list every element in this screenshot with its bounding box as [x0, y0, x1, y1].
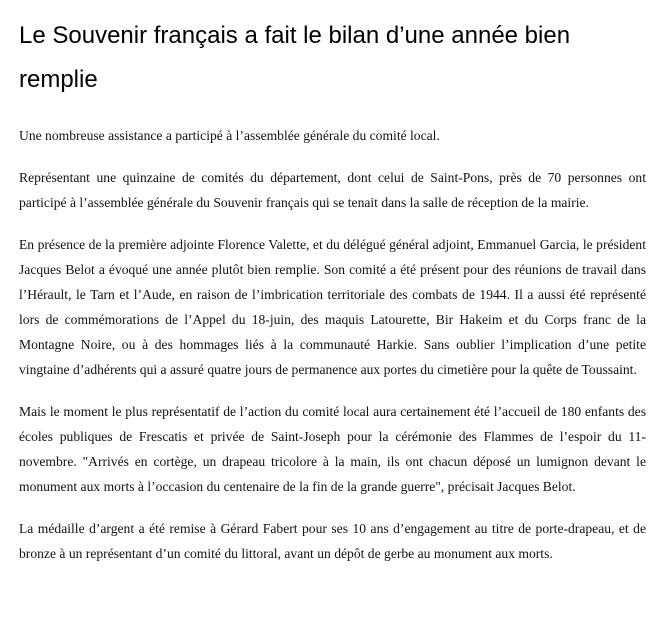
article-body: [19, 123, 646, 566]
article-paragraph: La médaille d’argent a été remise à Gérard Fabert pour ses 10 ans d’engagement au titre de porte-drapeau, et de bronze à un représentant d’un comité du littoral, avant un dépôt de gerbe au monument aux morts.: [19, 521, 646, 561]
article-paragraph: Mais le moment le plus représentatif de l’action du comité local aura certainement été l’accueil de 180 enfants des écoles publiques de Frescatis et privée de Saint-Joseph pour la cérémonie des Flammes de l’espoir du 11-novembre. "Arrivés en cortège, un drapeau tricolore à la main, ils ont chacun déposé un lumignon devant le monument aux morts à l’occasion du centenaire de la fin de la grande guerre", précisait Jacques Belot.: [19, 404, 646, 494]
article-paragraph: Représentant une quinzaine de comités du département, dont celui de Saint-Pons, près de 70 personnes ont participé à l’assemblée générale du Souvenir français qui se tenait dans la salle de réception de la mairie.: [19, 170, 646, 210]
article-paragraph: En présence de la première adjointe Florence Valette, et du délégué général adjoint, Emmanuel Garcia, le président Jacques Belot a évoqué une année plutôt bien remplie. Son comité a été présent pour des réunions de travail dans l’Hérault, le Tarn et l’Aude, en raison de l’imbrication territoriale des combats de 1944. Il a aussi été représenté lors de commémorations de l’Appel du 18-juin, des maquis Latourette, Bir Hakeim et du Corps franc de la Montagne Noire, ou à des hommages liés à la communauté Harkie. Sans oublier l’implication d’une petite vingtaine d’adhérents qui a assuré quatre jours de permanence aux portes du cimetière pour la quête de Toussaint.: [19, 237, 646, 377]
article-title: Le Souvenir français a fait le bilan d’une année bien remplie: [19, 22, 571, 93]
article-paragraph: Une nombreuse assistance a participé à l’assemblée générale du comité local.: [19, 128, 440, 143]
